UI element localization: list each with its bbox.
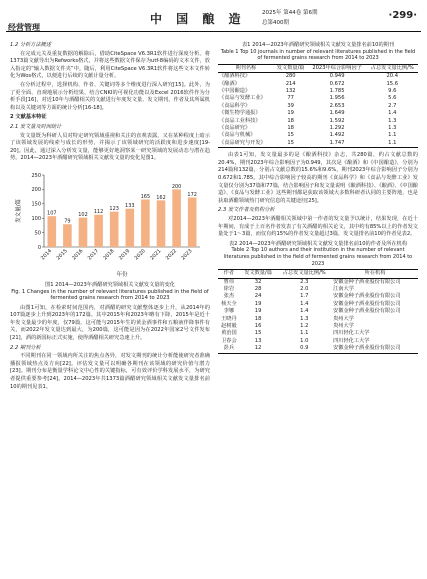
table-row [218, 140, 418, 148]
data-label: 112 [93, 209, 104, 216]
table-cell: 《食品研究与开发》 [218, 140, 274, 148]
figure-caption-zh: 图1 2014—2023年酒醋研究领域相关文献发文量的变化 [45, 281, 175, 288]
paragraph: 对2014—2023年酒醋相关领域中第一作者的发文量予以统计，结果发现，在近十年期间，有成于上百名作者发表了有关酒醋的相关论文，其中约有85%以上的作者发文量处于1～3篇，而仅有约15%的作者发文量超过3篇，发文量排名前10的作者见表2。 [218, 216, 418, 238]
table-2 [218, 269, 418, 353]
paragraph: 由表1可知，发文量最多的是《酿酒科技》杂志，共280篇，约占文献总数的20.4%，期刊2023年综合影响因子为0.949，其次是《酿酒》和《中国酿造》，分别为214篇和132篇，分别占文献总数的15.6%和9.6%，期刊2023年综合影响因子分别为0.672和1.785。其中综合影响因子较高的期刊《食品科学》和《食品与发酵工业》发文量仅分别为37篇和77篇，结合影响因子和发文量说明《酿酒科技》、《酿酒》、《中国酿造》、《食品与发酵工业》这些期刊都是获取该领域大多数科研者认同的主要阵地，也是获取酒醋领域热门研究信息的关键途径[25]。 [218, 152, 418, 204]
table-cell: 安徽金种子酒业股份有限公司 [332, 345, 418, 353]
paragraph: 由图1可知，在检索时间范围内，对酒醋的研究文献整体逐步上升，从2014年的107篇逐步上升到2023年的172篇。其中2015年和2023年略有下降，2015年是近十年发文量最少的年度，仅79篇，这可能与2015年生的黄金酒事件和五粮液伴降事件有关，而2022年发文量达到最大，为200篇，这可能是因为在2022年国家2号文件发布[21]，酒的新国标正式实施，使得酒醋相关研究急速上升。 [10, 304, 210, 342]
paragraph: 发文量既为科研人员对特定研究领域重视和关注的直观表露，又在某种程度上暗示了该领域发展的线索与成长的形势，并揭示了该领域研究的活跃度和进步速度[19-20]。因此，通过深入分析发文量，能够更好地洞察某一研究领域的发展动态与潜在趋势。2014—2023年酒醋研究领域相关文献发文量的变化见图1。 [10, 132, 210, 162]
y-axis-label: 发文量/篇 [16, 198, 22, 223]
table-cell: 2.653 [329, 102, 345, 109]
heading-2-2: 2.2 期刊分析 [10, 344, 41, 351]
table-cell: 15 [287, 132, 294, 139]
table-cell: 19 [287, 110, 294, 117]
table-cell: 贵州大学 [333, 323, 354, 329]
x-tick-label: 2016 [71, 248, 85, 262]
table-cell: 18 [287, 117, 294, 124]
bar [48, 216, 57, 247]
table-cell: 《酿酒》 [219, 80, 240, 87]
table-cell: 卫春会 [221, 337, 237, 344]
table-cell: 黄治国 [221, 330, 237, 337]
table-cell: 132 [285, 88, 296, 94]
x-tick-label: 2018 [102, 248, 116, 262]
table-cell: 39 [287, 102, 294, 109]
table-cell: 19 [254, 300, 262, 307]
table-2-caption-zh: 表2 2014—2023年酒醋研究领域相关文献发文量排名前10的作者及所在机构 [228, 240, 408, 247]
bar [110, 211, 119, 246]
table-cell: 《食品研究》 [219, 125, 251, 132]
table-row [218, 95, 418, 102]
table-row [218, 345, 418, 353]
table-cell: 《食品科学》 [219, 102, 251, 109]
table-cell: 1.956 [329, 95, 345, 102]
table-cell: 《酿酒科技》 [219, 73, 251, 80]
y-tick-label: 0 [37, 244, 41, 251]
x-tick-label: 2023 [180, 248, 194, 262]
table-1-caption [218, 42, 418, 62]
table-cell: 张杰 [223, 293, 235, 300]
table-cell: 32 [254, 278, 262, 285]
table-cell: 1.4 [388, 110, 397, 117]
table-cell: 赵树毅 [221, 323, 237, 329]
paragraph: 在分析过程中，选择机构、作者、关键词等多个维度进行深入研究[15]。此外，为了更全面、直观地展示分析结果，结合CNKI的可视化功能以及Excel 2016软件作为分析手段[16]，对近10年与酒醋相关的文献进行年度发文量、发文期刊、作者及其所属机构以及关键词等方面的统计分析[16-18]。 [10, 81, 210, 111]
table-cell: 28 [254, 285, 262, 292]
table-cell: 安徽金种子酒业股份有限公司 [333, 293, 401, 300]
y-tick-label: 50 [34, 230, 41, 237]
header-rule [6, 31, 421, 32]
table-header-cell: 发文数量/篇 [274, 64, 308, 72]
table-cell: 19 [254, 308, 262, 315]
table-cell: 2.0 [300, 285, 309, 292]
table-cell: 5.6 [388, 95, 397, 102]
data-label: 165 [140, 193, 151, 200]
table-row [218, 308, 418, 315]
bar [172, 189, 181, 247]
x-tick-label: 2020 [133, 248, 147, 262]
table-cell: 1.649 [329, 110, 345, 117]
heading-section-2: 2 文献基本特征 [10, 114, 47, 121]
figure-caption-en: Fig. 1 Changes in the number of relevant literatures published in the field of fermented grains research from 2014 to 2023 [11, 288, 209, 302]
data-label: 102 [78, 212, 88, 219]
table-1-caption-en: Table 1 Top 10 journals in number of relevant literatures published in the field of fermented grains research from 2014 to 2023 [220, 48, 416, 62]
y-tick-label: 100 [31, 215, 41, 222]
table-cell: 1.785 [329, 88, 345, 94]
table-cell: 15 [274, 140, 308, 148]
bar [63, 224, 72, 247]
table-cell: 1.1 [367, 140, 418, 148]
data-label: 200 [171, 183, 182, 190]
paragraph: 不同期刊在同一领域内所关注的焦点各异，对发文期刊的统计分析能使研究者准确播报领域热点及方向[22]。评估发文量可以明确各期刊在该领域的研究价值与潜力[23]。期刊分布是衡量学科论文中心性的关键指标，可有效评价学科发展水平，为研究者提供重要参考[24]。2014—2023年共1373篇酒醋研究领域相关文献发文量排名前10的期刊见表1。 [10, 353, 210, 390]
table-2-caption [218, 241, 418, 267]
issue-info: 2025年 第44卷 第6期 [262, 10, 318, 16]
table-cell: 1.0 [300, 337, 309, 344]
table-cell: 1.3 [300, 315, 309, 322]
bar [188, 197, 197, 247]
table-cell: 安徽金种子酒业股份有限公司 [333, 308, 401, 315]
right-column [218, 40, 418, 354]
table-cell: 77 [287, 95, 294, 102]
table-cell: 《食品与机械》 [219, 132, 256, 139]
left-column [10, 40, 210, 392]
table-cell: 16 [254, 323, 262, 329]
table-cell: 四川轻化工大学 [333, 330, 370, 337]
data-label: 162 [156, 194, 166, 201]
figure-1 [10, 167, 210, 279]
table-1-caption-zh: 表1 2014—2023年酒醋研究领域相关文献发文量排名前10的期刊 [241, 42, 395, 48]
table-header-cell: 发文数量/篇 [240, 270, 277, 278]
table-cell: 四川轻化工大学 [333, 337, 370, 344]
table-row [218, 278, 418, 286]
table-cell: 1.1 [388, 132, 397, 139]
issue-total: 总第400期 [262, 20, 289, 26]
data-label: 172 [187, 191, 197, 198]
table-cell: 0.949 [329, 73, 345, 80]
table-row [218, 81, 418, 88]
bar [141, 199, 150, 247]
x-tick-label: 2017 [86, 248, 101, 262]
x-tick-label: 2014 [39, 248, 54, 262]
table-row [218, 118, 418, 125]
table-cell: 《食品工业科技》 [219, 117, 261, 124]
table-cell: 《食品与发酵工业》 [219, 95, 266, 102]
table-cell: 20.4 [386, 73, 399, 80]
table-row [218, 132, 418, 139]
table-cell: 1.592 [329, 117, 345, 124]
table-row [218, 73, 418, 81]
x-tick-label: 2022 [164, 248, 179, 262]
table-cell: 13 [254, 337, 262, 344]
table-cell: 1.3 [388, 125, 397, 132]
data-label: 79 [64, 218, 71, 225]
table-cell: 2.3 [300, 278, 309, 285]
table-cell: 彭兵 [218, 345, 240, 353]
table-cell: 安徽金种子酒业股份有限公司 [333, 278, 401, 285]
table-cell: 王晓丹 [221, 315, 237, 322]
table-cell: 1.747 [308, 140, 367, 148]
table-cell: 1.4 [300, 300, 309, 307]
table-row [218, 330, 418, 337]
table-cell: 24 [254, 293, 262, 300]
table-cell: 贵州大学 [333, 315, 354, 322]
x-tick-label: 2015 [55, 248, 69, 262]
y-tick-label: 150 [31, 201, 41, 208]
data-label: 133 [125, 203, 135, 210]
journal-name: 中 国 酿 造 [150, 12, 246, 26]
table-cell: 《中国酿造》 [219, 88, 251, 94]
table-cell: 曹伟 [223, 278, 235, 285]
table-header-cell: 占总发文量比例/% [276, 270, 332, 278]
bar-chart [10, 167, 210, 279]
y-tick-label: 250 [31, 172, 41, 179]
table-row [218, 293, 418, 300]
table-cell: 1.2 [300, 323, 309, 329]
table-cell: 1.1 [300, 330, 309, 337]
table-header-cell: 作者 [218, 270, 240, 278]
heading-2-1: 2.1 发文量及时间统计 [10, 123, 62, 130]
table-cell: 杨天全 [221, 300, 237, 307]
table-cell: 0.672 [329, 80, 345, 87]
table-cell: 9.6 [388, 88, 397, 94]
table-cell: 安徽金种子酒业股份有限公司 [333, 300, 401, 307]
table-2-caption-en: Table 2 Top 10 authors and their institution in the number of relevant literatures published in the field of fermented grains research from 2014 to 2023 [223, 247, 413, 267]
page-number: ·299· [388, 10, 417, 21]
x-tick-label: 2019 [117, 248, 132, 262]
table-cell: 徐岩 [223, 285, 235, 292]
table-cell: 2.7 [388, 102, 397, 109]
table-row [218, 323, 418, 330]
table-cell: 18 [287, 125, 294, 132]
x-tick-label: 2021 [149, 248, 163, 262]
table-cell: 1.4 [300, 308, 309, 315]
table-cell: 18 [254, 315, 262, 322]
figure-caption [10, 282, 210, 302]
table-cell: 1.292 [329, 125, 345, 132]
table-cell: 12 [240, 345, 277, 353]
bar [79, 218, 88, 247]
table-1 [218, 64, 418, 148]
table-header-cell: 所在机构 [332, 270, 418, 278]
table-header-cell: 期刊名称 [218, 64, 274, 72]
table-cell: 1.7 [300, 293, 309, 300]
table-cell: 1.3 [388, 117, 397, 124]
table-cell: 15.6 [386, 80, 399, 87]
table-cell: 280 [285, 73, 296, 80]
table-cell: 江南大学 [333, 285, 354, 292]
page-header [0, 0, 427, 36]
table-header-cell: 占总发文量比例/% [367, 64, 418, 72]
bar [157, 200, 166, 247]
table-cell: 15 [254, 330, 262, 337]
y-tick-label: 200 [31, 187, 41, 194]
data-label: 107 [47, 210, 57, 217]
heading-2-3: 2.3 发文作者及机构分析 [218, 207, 275, 214]
table-cell: 李娜 [223, 308, 235, 315]
table-cell: 1.492 [329, 132, 345, 139]
table-row [218, 110, 418, 117]
paragraph: 在完成元关及重复数据的解除后，借助CiteSpace V6.3R1软件进行深度分析。将1373篇文献导出为Refworks格式，并将这些数据文件保存为utf-8编码的文本文件，放入指定的“输入数据文件夹”中。随后，利用CiteSpace V6.3R1软件将这些文本文件转化为Wos格式，以便进行后续的文献计量分析。 [10, 50, 210, 80]
table-header-cell: 2023年综合影响因子 [308, 64, 367, 72]
bar [94, 215, 103, 247]
table-cell: 《微生物学通报》 [219, 110, 261, 117]
heading-method: 1.2 分析方法概述 [10, 42, 52, 48]
bar [126, 209, 135, 247]
table-row [218, 316, 418, 323]
x-axis-label: 年份 [116, 271, 128, 278]
section-name: 经营管理 [8, 23, 40, 32]
data-label: 123 [109, 205, 119, 212]
table-cell: 0.9 [276, 345, 332, 353]
table-cell: 214 [285, 80, 296, 87]
